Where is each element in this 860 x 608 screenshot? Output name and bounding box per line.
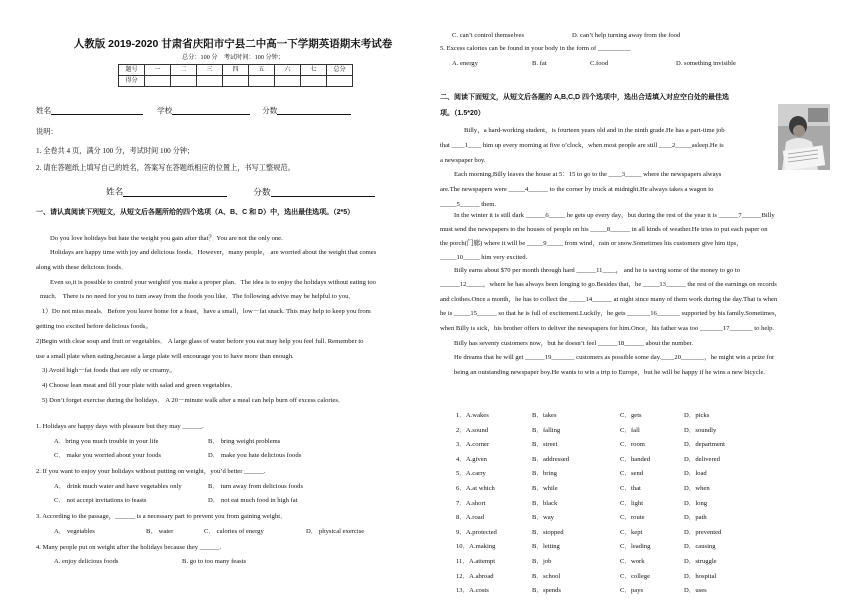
passage-2-line: Billy，a hard-working student，is fourteen years old and in the ninth grade.He has a part-time job bbox=[464, 127, 725, 134]
score-entry-cell[interactable] bbox=[171, 76, 197, 87]
cloze-option[interactable]: D．hospital bbox=[684, 572, 717, 580]
cloze-option[interactable]: B．addressed bbox=[532, 455, 569, 463]
score-entry-cell[interactable] bbox=[275, 76, 301, 87]
cloze-option[interactable]: C．that bbox=[620, 485, 641, 492]
passage-2-line: Billy has seventy customers now，but he doesn’t feel ______18______ about the number. bbox=[454, 340, 694, 347]
answer-option-a[interactable]: A．bring you much trouble in your life bbox=[54, 438, 159, 445]
score-entry-cell[interactable] bbox=[145, 76, 171, 87]
answer-option-b[interactable]: B. go to too many feasts bbox=[182, 558, 247, 565]
score-table-cell: 六 bbox=[275, 65, 301, 76]
passage-1-line: Do you love holidays but hate the weight you gain after that？ You are not the only one. bbox=[50, 235, 283, 242]
question-stem: 4. Many people put on weight after the holidays because they ______. bbox=[36, 544, 222, 551]
page-title: 人教版 2019-2020 甘肃省庆阳市宁县二中高一下学期英语期末考试卷 bbox=[73, 38, 393, 50]
passage-2-line: In the winter it is still dark ______6_____ he gets up every day，but during the rest of the year it is ______7______Billy bbox=[454, 212, 775, 219]
score-label-2: 分数 bbox=[253, 186, 271, 197]
passage-2-line: and clothes.Once a month，he has to collect the _____14______ at night since many of them work during the day.That is when bbox=[440, 296, 778, 303]
question-stem: 1. Holidays are happy days with pleasure but they may ______. bbox=[36, 423, 204, 430]
q5-option-d: D. something invisible bbox=[676, 60, 736, 67]
name-blank[interactable] bbox=[51, 106, 143, 115]
cloze-option[interactable]: C．work bbox=[620, 558, 645, 565]
passage-2-line: must send the newspapers to the houses of people on his _____8______ in all kinds of weather.He tries to put each paper on bbox=[440, 226, 768, 233]
score-info: 总分：100 分 考试时间：100 分钟； bbox=[181, 54, 285, 61]
cloze-option[interactable]: B．job bbox=[532, 558, 552, 565]
name-blank-2[interactable] bbox=[123, 186, 227, 197]
cloze-option[interactable]: C．route bbox=[620, 514, 645, 522]
passage-2-line: that ____1____ him up every morning at five o’clock，when most people are still ____2_____asleep.He is bbox=[440, 142, 724, 149]
info-line bbox=[36, 106, 351, 115]
passage-2-line: _____5______ them. bbox=[440, 201, 497, 208]
score-entry-cell[interactable] bbox=[223, 76, 249, 87]
answer-option-c[interactable]: C． calories of energy bbox=[204, 528, 264, 535]
notes-title: 说明： bbox=[36, 128, 58, 136]
passage-1-line: Holidays are happy time with joy and delicious foods．However，many people， are worried about the weight that comes bbox=[50, 249, 377, 256]
answer-option-b[interactable]: B． water bbox=[146, 528, 174, 535]
cloze-option[interactable]: B．while bbox=[532, 485, 558, 492]
score-table-cell: 五 bbox=[249, 65, 275, 76]
passage-2-line: the porch(门廊) where it will be _____9_____ from wind，rain or snow.Sometimes his customers give him tips， bbox=[440, 240, 743, 247]
cloze-option[interactable]: B．letting bbox=[532, 543, 560, 551]
cloze-option[interactable]: D．path bbox=[684, 514, 707, 522]
score-table-header-row bbox=[119, 65, 353, 76]
cloze-option[interactable]: C．fall bbox=[620, 426, 640, 434]
passage-2-line: _____10_____ him very excited. bbox=[440, 254, 528, 261]
score-table-cell: 总分 bbox=[327, 65, 353, 76]
q5-option-a: A. energy bbox=[452, 60, 478, 67]
cloze-option[interactable]: D．causing bbox=[684, 543, 716, 551]
score-table bbox=[118, 64, 353, 87]
name-label: 姓名 bbox=[36, 106, 52, 115]
cloze-option[interactable]: D．department bbox=[684, 441, 726, 449]
cloze-option[interactable]: B．spends bbox=[532, 587, 561, 595]
cloze-option[interactable]: 10．A.making bbox=[456, 543, 496, 551]
cloze-option[interactable]: D．prevented bbox=[684, 528, 722, 536]
passage-1-line: 4) Choose lean meat and fill your plate with salad and green vegetables． bbox=[42, 382, 237, 389]
passage-1-line: getting too excited before delicious foods。 bbox=[36, 323, 152, 330]
cloze-option[interactable]: B．street bbox=[532, 441, 558, 449]
passage-2-line: he is _____15______ so that he is full of excitement.Luckily，he gets _______16_______ supported by his family.Sometimes， bbox=[440, 310, 782, 317]
cloze-option[interactable]: 6．A.at which bbox=[456, 485, 495, 492]
passage-2-line: being an outstanding newspaper boy.He wants to win a trip to Europe，but he will be happy if he wins a new bicycle. bbox=[454, 369, 766, 376]
question-stem: 2. If you want to enjoy your holidays without putting on weight，you’d better ______. bbox=[36, 468, 266, 475]
photo-image bbox=[778, 104, 830, 170]
note-2: 2. 请在答题纸上填写自己的姓名，答案写在答题纸相应的位置上，书写工整规范。 bbox=[36, 164, 295, 172]
cloze-option[interactable]: C．college bbox=[620, 572, 651, 580]
passage-2-line: ______12_____，where he has always been longing to go.Besides that，he _____13______ the rest of the earnings on records bbox=[440, 281, 777, 288]
passage-2-line: when Billy is sick，his brother offers to deliver the newspapers for him.Once，his father was too _______17_______ to help. bbox=[440, 325, 775, 332]
cloze-option[interactable]: C．light bbox=[620, 499, 644, 507]
q5-option-b: B. fat bbox=[532, 60, 547, 67]
question-stem: 3. According to the passage，______ is a necessary part to prevent you from gaining weight． bbox=[36, 513, 287, 520]
section-2-title: 二、阅读下面短文，从短文后各题的 A,B,C,D 四个选项中，选出合适填入对应空白处的最佳选 bbox=[440, 94, 729, 101]
score-entry-cell[interactable] bbox=[301, 76, 327, 87]
passage-1-line: much． There is no need for you to turn away from the foods you like．The following advive may be helpful to you． bbox=[40, 293, 356, 300]
cloze-option[interactable]: C．handed bbox=[620, 455, 651, 463]
q5-option-c: C.food bbox=[590, 60, 609, 67]
cloze-option[interactable]: C．leading bbox=[620, 543, 651, 551]
passage-1-line: Even so,it is possible to control your weightif you make a proper plan．The idea is to enjoy the holidays without eating too bbox=[50, 279, 376, 286]
score-label: 分数 bbox=[262, 106, 278, 115]
cloze-option[interactable]: D．soundly bbox=[684, 426, 717, 434]
cloze-option[interactable]: B．black bbox=[532, 499, 558, 507]
cloze-option[interactable]: D．long bbox=[684, 499, 708, 507]
score-table-score-row bbox=[119, 76, 353, 87]
passage-2-line: a newspaper boy. bbox=[440, 157, 486, 164]
answer-option-a[interactable]: A． drink much water and have vegetables only bbox=[54, 483, 182, 490]
passage-1-line: 1）Do not miss meals．Before you leave home for a feast，have a small，low－fat snack. This may help to keep you from bbox=[42, 308, 371, 315]
passage-2-line: He dreams that he will get ______19_______ customers as possible some day.____20_______，he might win a prize for bbox=[454, 354, 775, 361]
passage-1-line: 3) Avoid high－fat foods that are oily or creamy。 bbox=[42, 367, 176, 374]
score-table-cell: 题号 bbox=[119, 65, 145, 76]
cloze-option[interactable]: C．gets bbox=[620, 412, 642, 419]
answer-option-c[interactable]: C． not accept invitations to feasts bbox=[54, 497, 147, 504]
cloze-option[interactable]: B．way bbox=[532, 514, 554, 522]
cloze-option[interactable]: 9．A.protected bbox=[456, 528, 497, 536]
answer-option-d[interactable]: D． physical exercise bbox=[306, 528, 365, 535]
name-score-line bbox=[106, 186, 375, 197]
cloze-option[interactable]: 4．A.given bbox=[456, 455, 487, 463]
cloze-option[interactable]: B．bring bbox=[532, 470, 557, 478]
name-label-2: 姓名 bbox=[106, 186, 124, 197]
score-entry-cell[interactable] bbox=[249, 76, 275, 87]
q4-option-d: D. can’t help turning away from the food bbox=[572, 32, 681, 39]
school-blank[interactable] bbox=[172, 106, 250, 115]
cloze-option[interactable]: D．uses bbox=[684, 587, 707, 595]
score-entry-cell[interactable] bbox=[327, 76, 353, 87]
cloze-option[interactable]: B．stopped bbox=[532, 528, 564, 536]
score-table-cell: 一 bbox=[145, 65, 171, 76]
score-table-cell: 七 bbox=[301, 65, 327, 76]
cloze-option[interactable]: D．struggle bbox=[684, 558, 717, 565]
passage-1-line: 5) Don’t forget exercise during the holidays． A 20－minute walk after a meal can help burn off excess calories． bbox=[42, 397, 345, 404]
cloze-option[interactable]: D．delivered bbox=[684, 455, 720, 463]
score-entry-cell[interactable] bbox=[197, 76, 223, 87]
section-1-title: 一、请认真阅读下列短文，从短文后各题所给的四个选项（A、B、C 和 D）中，选出最佳选项。（2*5） bbox=[36, 209, 355, 216]
score-blank-2[interactable] bbox=[271, 186, 375, 197]
answer-option-a[interactable]: A． vegetables bbox=[54, 528, 95, 535]
note-1: 1. 全卷共 4 页，满分 100 分，考试时间 100 分钟； bbox=[36, 147, 195, 155]
cloze-option[interactable]: 5．A.carry bbox=[456, 470, 486, 478]
passage-2-line: Billy earns about $70 per month through hard ______11____， and he is saving some of the money to go to bbox=[454, 267, 740, 274]
cloze-option[interactable]: B．takes bbox=[532, 412, 557, 419]
cloze-option[interactable]: 2．A.sound bbox=[456, 426, 489, 434]
answer-option-c[interactable]: C． make you worried about your foods bbox=[54, 452, 161, 459]
cloze-option[interactable]: C．send bbox=[620, 470, 644, 478]
answer-option-d[interactable]: D． not eat much food in high fat bbox=[208, 497, 298, 504]
section-2-title-cont: 项。（1.5*20） bbox=[440, 110, 485, 117]
passage-1-line: 2)Begin with clear soup and fruit or vegetables． A large glass of water before you eat may help you feel full. Remember to bbox=[36, 338, 364, 345]
answer-option-b[interactable]: B． turn away from delicious foods bbox=[208, 483, 304, 490]
cloze-option[interactable]: D．picks bbox=[684, 412, 710, 419]
passage-2-line: are.The newspapers were _____4______ to the corner by truck at midnight.He always takes a wagon to bbox=[440, 186, 714, 193]
boy-reading-newspaper-photo bbox=[778, 104, 830, 170]
cloze-option[interactable]: D．when bbox=[684, 485, 710, 492]
q5-stem: 5. Excess calories can be found in your body in the form of __________ bbox=[440, 45, 631, 52]
passage-1-line: use a small plate when eating,because a large plate will encourage you to have more than enough. bbox=[36, 353, 294, 360]
answer-option-b[interactable]: B． bring weight problems bbox=[208, 438, 281, 445]
cloze-option[interactable]: C．room bbox=[620, 441, 645, 449]
cloze-option[interactable]: D．load bbox=[684, 470, 707, 478]
score-table-cell: 四 bbox=[223, 65, 249, 76]
cloze-option[interactable]: 12．A.abroad bbox=[456, 572, 494, 580]
score-table-cell: 三 bbox=[197, 65, 223, 76]
score-row-label: 得分 bbox=[119, 76, 145, 87]
score-blank[interactable] bbox=[277, 106, 351, 115]
passage-2-line: Each morning,Billy leaves the house at 5：15 to go to the ____3_____ where the newspapers always bbox=[454, 171, 722, 178]
cloze-option[interactable]: C．kept bbox=[620, 528, 643, 536]
cloze-option[interactable]: 3．A.corner bbox=[456, 441, 490, 449]
cloze-option[interactable]: C．pays bbox=[620, 587, 644, 595]
cloze-option[interactable]: B．falling bbox=[532, 426, 561, 434]
passage-1-line: along with these delicious foods． bbox=[36, 264, 128, 271]
cloze-option[interactable]: 7．A.short bbox=[456, 499, 486, 507]
school-label: 学校 bbox=[157, 106, 173, 115]
cloze-option[interactable]: 8．A.road bbox=[456, 514, 485, 522]
cloze-option[interactable]: B．school bbox=[532, 572, 561, 580]
cloze-option[interactable]: 11．A.attempt bbox=[456, 558, 496, 565]
answer-option-d[interactable]: D． make you hate delicious foods bbox=[208, 452, 302, 459]
cloze-option[interactable]: 13．A.costs bbox=[456, 587, 489, 595]
score-table-cell: 二 bbox=[171, 65, 197, 76]
q4-option-c: C. can’t control themselves bbox=[452, 32, 525, 39]
cloze-option[interactable]: 1．A.wakes bbox=[456, 412, 489, 419]
answer-option-a[interactable]: A. enjoy delicious foods bbox=[54, 558, 119, 565]
